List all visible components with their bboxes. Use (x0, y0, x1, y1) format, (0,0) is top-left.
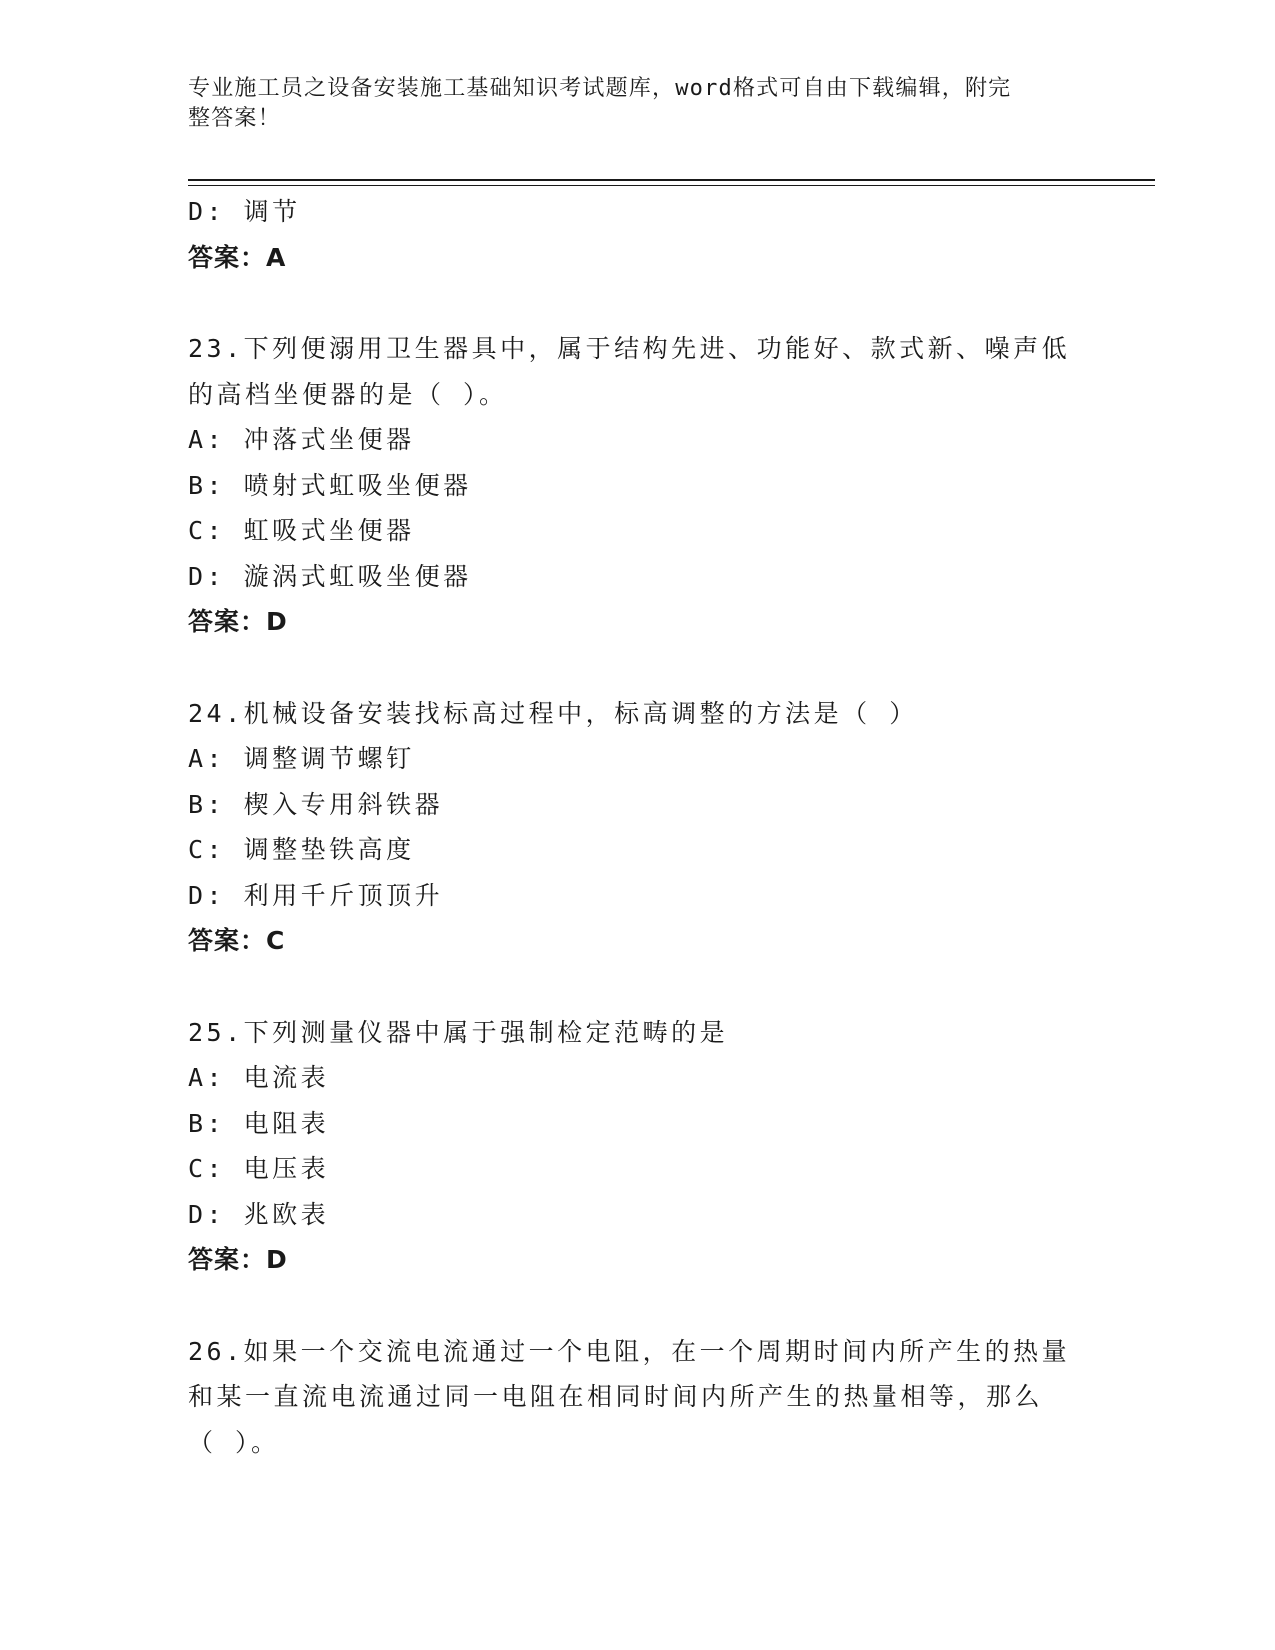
header-line-1: 专业施工员之设备安装施工基础知识考试题库，word格式可自由下载编辑，附完 (188, 76, 1012, 101)
question-stem: 23.下列便溺用卫生器具中，属于结构先进、功能好、款式新、噪声低 (188, 334, 1071, 363)
question-24 (188, 691, 1088, 964)
option-a: A: 调整调节螺钉 (188, 744, 415, 773)
option-d: D: 利用千斤顶顶升 (188, 880, 444, 910)
header-line-2: 整答案！ (188, 106, 281, 131)
answer: 答案：D (188, 607, 288, 636)
option-a: A: 冲落式坐便器 (188, 425, 415, 454)
option-c: C: 调整垫铁高度 (188, 835, 415, 864)
question-stem-cont: 的高档坐便器的是（ ）。 (188, 379, 508, 409)
option-b: B: 喷射式虹吸坐便器 (188, 470, 472, 500)
header-rule-thick (188, 179, 1155, 181)
question-stem-cont: （ ）。 (188, 1427, 280, 1457)
question-26 (188, 1329, 1088, 1466)
question-25 (188, 1010, 1088, 1283)
option-b: B: 楔入专用斜铁器 (188, 789, 444, 819)
header-rule-thin (188, 185, 1155, 186)
spacer (188, 645, 1088, 691)
question-stem-cont: 和某一直流电流通过同一电阻在相同时间内所产生的热量相等，那么 (188, 1382, 1044, 1411)
document-header (188, 74, 1068, 134)
option-c: C: 虹吸式坐便器 (188, 516, 415, 545)
question-stem: 24.机械设备安装找标高过程中，标高调整的方法是（ ） (188, 698, 918, 728)
spacer (188, 1283, 1088, 1329)
question-content (188, 189, 1088, 1465)
question-stem: 26.如果一个交流电流通过一个电阻，在一个周期时间内所产生的热量 (188, 1336, 1071, 1366)
option-d: D: 漩涡式虹吸坐便器 (188, 561, 472, 591)
option-c: C: 电压表 (188, 1154, 330, 1183)
spacer (188, 964, 1088, 1010)
answer: 答案：D (188, 1245, 288, 1274)
question-stem: 25.下列测量仪器中属于强制检定范畴的是 (188, 1017, 729, 1047)
prev-option-d: D: 调节 (188, 197, 301, 226)
question-23 (188, 326, 1088, 645)
spacer (188, 280, 1088, 326)
option-d: D: 兆欧表 (188, 1199, 330, 1229)
answer: 答案：C (188, 926, 286, 955)
option-a: A: 电流表 (188, 1063, 330, 1092)
prev-answer: 答案：A (188, 242, 287, 272)
option-b: B: 电阻表 (188, 1108, 330, 1138)
